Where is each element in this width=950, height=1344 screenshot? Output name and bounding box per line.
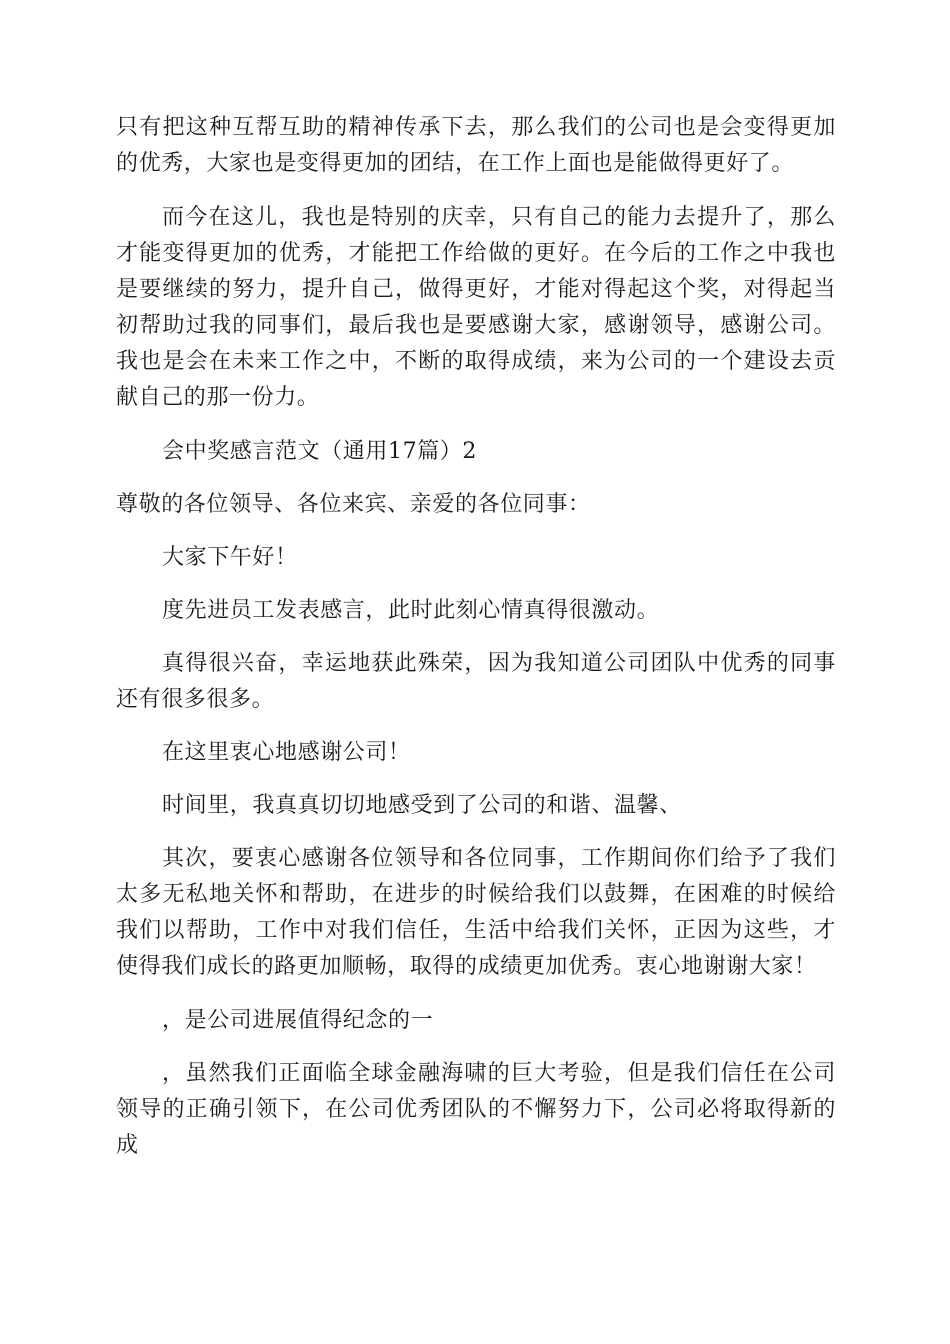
- paragraph-11: ，是公司进展值得纪念的一: [162, 1008, 434, 1033]
- paragraph-2: 而今在这儿，我也是特别的庆幸，只有自己的能力去提升了，那么才能变得更加的优秀，才能把工作给做的更好。在今后的工作之中我也是要继续的努力，提升自己，做得更好，才能对得起这个奖，对得起当初帮助过我的同事们，最后我也是要感谢大家，感谢领导，感谢公司。我也是会在未来工作之中，不断的取得成绩，来为公司的一个建设去贡献自己的那一份力。: [116, 205, 836, 410]
- salutation: 尊敬的各位领导、各位来宾、亲爱的各位同事：: [116, 492, 591, 517]
- paragraph-6: 度先进员工发表感言，此时此刻心情真得很激动。: [162, 598, 660, 623]
- paragraph-7: 真得很兴奋，幸运地获此殊荣，因为我知道公司团队中优秀的同事还有很多很多。: [116, 651, 836, 712]
- paragraph-10: 其次，要衷心感谢各位领导和各位同事，工作期间你们给予了我们太多无私地关怀和帮助，在进步的时候给我们以鼓舞，在困难的时候给我们以帮助，工作中对我们信任，生活中给我们关怀，正因为这些，才使得我们成长的路更加顺畅，取得的成绩更加优秀。衷心地谢谢大家！: [116, 846, 836, 979]
- paragraph-9: 时间里，我真真切切地感受到了公司的和谐、温馨、: [162, 793, 682, 818]
- paragraph-12: ，虽然我们正面临全球金融海啸的巨大考验，但是我们信任在公司领导的正确引领下，在公司优秀团队的不懈努力下，公司必将取得新的成: [116, 1061, 836, 1158]
- document-body: [116, 110, 836, 1164]
- section-heading: 会中奖感言范文（通用17篇）2: [162, 439, 477, 464]
- greeting: 大家下午好！: [162, 545, 298, 570]
- paragraph-8: 在这里衷心地感谢公司！: [162, 740, 411, 765]
- paragraph-1: 只有把这种互帮互助的精神传承下去，那么我们的公司也是会变得更加的优秀，大家也是变得更加的团结，在工作上面也是能做得更好了。: [116, 115, 836, 176]
